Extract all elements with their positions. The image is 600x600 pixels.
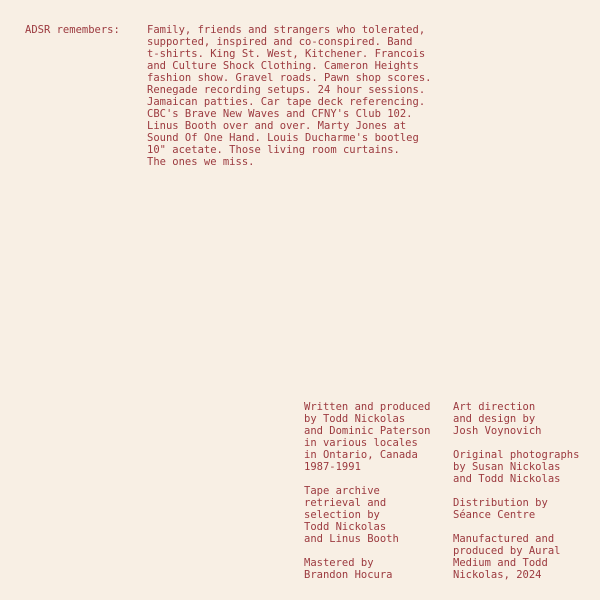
credit-mastered bbox=[304, 557, 430, 581]
credit-distribution bbox=[453, 497, 579, 521]
remembers-line: Linus Booth over and over. Marty Jones at bbox=[147, 120, 407, 132]
credit-line: Distribution by bbox=[453, 497, 548, 509]
credit-line: Séance Centre bbox=[453, 509, 536, 521]
credit-line: Brandon Hocura bbox=[304, 569, 393, 581]
credit-line: Medium and Todd bbox=[453, 557, 548, 569]
remembers-line: and Culture Shock Clothing. Cameron Heights bbox=[147, 60, 419, 72]
credit-line: and design by bbox=[453, 413, 536, 425]
heading: ADSR remembers: bbox=[25, 24, 120, 36]
remembers-line: supported, inspired and co-conspired. Band bbox=[147, 36, 413, 48]
remembers-line: Jamaican patties. Car tape deck referencing. bbox=[147, 96, 426, 108]
credit-line: Original photographs bbox=[453, 449, 580, 461]
credit-line: by Susan Nickolas bbox=[453, 461, 561, 473]
remembers-line: Family, friends and strangers who tolerated, bbox=[147, 24, 426, 36]
credit-line: by Todd Nickolas bbox=[304, 413, 406, 425]
credit-line: Art direction bbox=[453, 401, 536, 413]
credit-line: and Todd Nickolas bbox=[453, 473, 561, 485]
credit-line: Written and produced bbox=[304, 401, 431, 413]
credit-line: produced by Aural bbox=[453, 545, 561, 557]
credit-line: retrieval and bbox=[304, 497, 387, 509]
credit-line: selection by bbox=[304, 509, 380, 521]
credit-line: Josh Voynovich bbox=[453, 425, 542, 437]
remembers-line: 10" acetate. Those living room curtains. bbox=[147, 144, 400, 156]
credit-line: and Dominic Paterson bbox=[304, 425, 431, 437]
credit-line: Tape archive bbox=[304, 485, 380, 497]
credit-line: in various locales bbox=[304, 437, 418, 449]
credits-left-column bbox=[304, 401, 430, 593]
credit-line: 1987-1991 bbox=[304, 461, 361, 473]
remembers-line: The ones we miss. bbox=[147, 156, 255, 168]
credit-line: in Ontario, Canada bbox=[304, 449, 418, 461]
credit-line: Nickolas, 2024 bbox=[453, 569, 542, 581]
credits-right-column bbox=[453, 401, 579, 593]
credit-tape-archive bbox=[304, 485, 430, 545]
credit-photographs bbox=[453, 449, 579, 485]
credit-manufactured bbox=[453, 533, 579, 581]
remembers-line: fashion show. Gravel roads. Pawn shop scores. bbox=[147, 72, 432, 84]
credit-written-produced bbox=[304, 401, 430, 473]
remembers-line: Renegade recording setups. 24 hour sessions. bbox=[147, 84, 426, 96]
credit-line: Todd Nickolas bbox=[304, 521, 387, 533]
remembers-line: CBC's Brave New Waves and CFNY's Club 102. bbox=[147, 108, 413, 120]
credit-line: Manufactured and bbox=[453, 533, 555, 545]
credit-art-direction bbox=[453, 401, 579, 437]
credit-line: Mastered by bbox=[304, 557, 374, 569]
credit-line: and Linus Booth bbox=[304, 533, 399, 545]
remembers-line: t-shirts. King St. West, Kitchener. Francois bbox=[147, 48, 426, 60]
remembers-text bbox=[147, 24, 431, 168]
remembers-line: Sound Of One Hand. Louis Ducharme's bootleg bbox=[147, 132, 419, 144]
